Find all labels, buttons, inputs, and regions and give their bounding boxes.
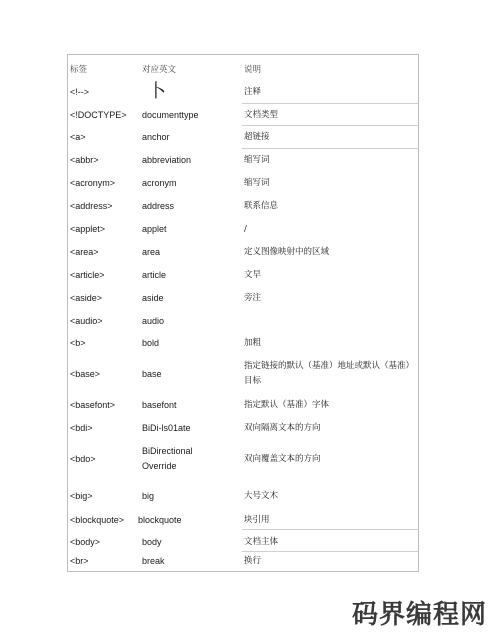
row-english: documenttype bbox=[142, 110, 199, 120]
site-watermark: 码界编程网 bbox=[352, 600, 488, 630]
row-tag: <aside> bbox=[70, 293, 103, 303]
row-description: 注释 bbox=[244, 87, 262, 97]
row-english: 卜 bbox=[148, 81, 166, 102]
row-description: 文档类型 bbox=[244, 110, 279, 120]
row-english: body bbox=[142, 537, 162, 547]
header-english: 对应英文 bbox=[142, 65, 177, 75]
row-english: big bbox=[142, 491, 155, 501]
row-tag: <!DOCTYPE> bbox=[70, 110, 127, 120]
row-tag: <b> bbox=[70, 338, 86, 348]
row-tag: <base> bbox=[70, 369, 101, 379]
row-description: 超链接 bbox=[244, 132, 270, 142]
table-row bbox=[68, 245, 418, 259]
table-row bbox=[68, 398, 418, 412]
row-description: 指定默认（基准）字体 bbox=[244, 400, 330, 410]
header-description: 说明 bbox=[244, 65, 262, 75]
row-description: 双向覆盖文本的方向 bbox=[244, 454, 321, 464]
row-english: address bbox=[142, 201, 175, 211]
table-row bbox=[68, 554, 418, 568]
row-description: 定义图像映射中的区域 bbox=[244, 247, 330, 257]
row-description: 文档主体 bbox=[244, 537, 279, 547]
row-description: / bbox=[244, 224, 247, 234]
row-tag: <audio> bbox=[70, 316, 103, 326]
row-english: basefont bbox=[142, 400, 177, 410]
row-tag: <body> bbox=[70, 537, 101, 547]
row-tag: <!--> bbox=[70, 87, 90, 97]
row-tag: <applet> bbox=[70, 224, 106, 234]
row-divider bbox=[242, 529, 418, 530]
row-english: BiDirectional Override bbox=[142, 446, 193, 471]
row-english: area bbox=[142, 247, 161, 257]
row-description: 联系信息 bbox=[244, 201, 279, 211]
row-english: BiDi-ls01ate bbox=[142, 423, 191, 433]
row-tag: <area> bbox=[70, 247, 99, 257]
table-row bbox=[68, 314, 418, 328]
row-tag: <abbr> bbox=[70, 155, 99, 165]
row-tag: <a> bbox=[70, 132, 86, 142]
table-row bbox=[68, 153, 418, 167]
table-row bbox=[68, 358, 418, 390]
row-description: 指定链接的默认（基准）地址或默认（基准）目标 bbox=[244, 361, 415, 386]
table-row bbox=[68, 130, 418, 144]
row-english: acronym bbox=[142, 178, 177, 188]
row-description: 双向隔离文本的方向 bbox=[244, 423, 321, 433]
row-description: 大号文木 bbox=[244, 491, 279, 501]
row-tag: <bdo> bbox=[70, 454, 96, 464]
table-header bbox=[68, 63, 418, 77]
table-row bbox=[68, 443, 418, 475]
row-english: aside bbox=[142, 293, 164, 303]
row-description: 缩写词 bbox=[244, 155, 270, 165]
row-description: 旁注 bbox=[244, 293, 262, 303]
row-divider bbox=[242, 148, 418, 149]
row-divider bbox=[242, 125, 418, 126]
row-english: article bbox=[142, 270, 167, 280]
row-tag: <basefont> bbox=[70, 400, 116, 410]
row-tag: <br> bbox=[70, 556, 89, 566]
row-english: audio bbox=[142, 316, 165, 326]
row-english: applet bbox=[142, 224, 167, 234]
table-row bbox=[68, 176, 418, 190]
row-tag: <bdi> bbox=[70, 423, 93, 433]
row-divider bbox=[242, 103, 418, 104]
row-tag: <address> bbox=[70, 201, 113, 211]
table-row bbox=[68, 83, 418, 101]
row-english: base bbox=[142, 369, 162, 379]
table-row bbox=[68, 199, 418, 213]
row-description: 文早 bbox=[244, 270, 262, 280]
row-english: abbreviation bbox=[142, 155, 192, 165]
table-row bbox=[68, 535, 418, 549]
row-tag: <big> bbox=[70, 491, 93, 501]
row-description: 换行 bbox=[244, 556, 262, 566]
row-english: anchor bbox=[142, 132, 170, 142]
row-description: 缩写词 bbox=[244, 178, 270, 188]
row-divider bbox=[242, 551, 418, 552]
row-description: 块引用 bbox=[244, 515, 270, 525]
row-english: blockquote bbox=[138, 515, 182, 525]
table-row bbox=[68, 222, 418, 236]
html-tag-table bbox=[67, 54, 419, 572]
table-row bbox=[68, 108, 418, 122]
table-row bbox=[68, 489, 418, 503]
header-tag: 标签 bbox=[70, 65, 88, 75]
row-tag: <blockquote> bbox=[70, 515, 125, 525]
table-row bbox=[68, 291, 418, 305]
row-english: break bbox=[142, 556, 165, 566]
row-tag: <article> bbox=[70, 270, 105, 280]
table-row bbox=[68, 336, 418, 350]
table-row bbox=[68, 268, 418, 282]
table-row bbox=[68, 513, 418, 527]
row-description: 加粗 bbox=[244, 338, 262, 348]
table-row bbox=[68, 421, 418, 435]
row-english: bold bbox=[142, 338, 160, 348]
row-tag: <acronym> bbox=[70, 178, 116, 188]
